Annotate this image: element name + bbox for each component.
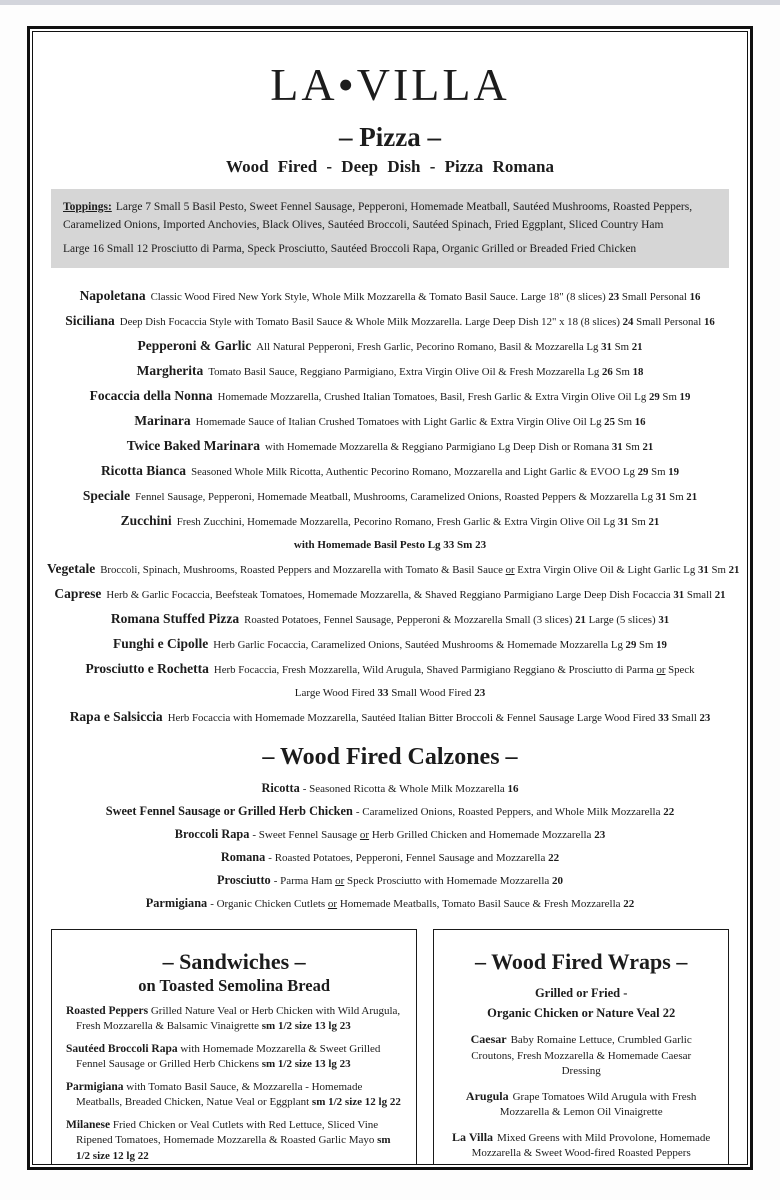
photo-edge-strip <box>0 0 780 5</box>
restaurant-title: LA•VILLA <box>270 59 510 110</box>
toppings-text-1: Large 7 Small 5 Basil Pesto, Sweet Fennel Sausage, Pepperoni, Homemade Meatball, Sautéed Mushrooms, Roasted Peppers, Caramelized Onions, Imported Anchovies, Black Olives, Sautéed Broccoli, Sautéed Spinach, Fried Eggplant, Sliced Country Ham <box>63 200 693 232</box>
menu-inner-frame <box>32 31 748 1165</box>
sandwich-item-parmigiana: Parmigiana with Tomato Basil Sauce, & Mozzarella - Homemade Meatballs, Breaded Chicken, Natue Veal or Eggplant sm 1/2 size 12 lg 22 <box>66 1080 401 1109</box>
calzone-item-prosciutto: Prosciutto - Parma Ham or Speck Prosciutto with Homemade Mozzarella 20 <box>216 873 564 888</box>
pizza-item-funghi-e-cipolle: Funghi e Cipolle Herb Garlic Focaccia, Caramelized Onions, Sautéed Mushrooms & Homemade Mozzarella Lg 29 Sm 19 <box>113 636 667 652</box>
pizza-item-romana-stuffed: Romana Stuffed Pizza Roasted Potatoes, Fennel Sausage, Pepperoni & Mozzarella Small (3 slices) 21 Large (5 slices) 31 <box>110 611 670 627</box>
sandwich-item-milanese: Milanese Fried Chicken or Veal Cutlets with Red Lettuce, Sliced Vine Ripened Tomatoes, Homemade Mozzarella & Roasted Garlic Mayo sm 1/2 size 12 lg 22 <box>66 1118 391 1162</box>
pizza-item-siciliana: Siciliana Deep Dish Focaccia Style with Tomato Basil Sauce & Whole Milk Mozzarella. Large Deep Dish 12" x 18 (8 slices) 24 Small Personal 16 <box>65 313 715 329</box>
pizza-item-marinara: Marinara Homemade Sauce of Italian Crushed Tomatoes with Light Garlic & Extra Virgin Olive Oil Lg 25 Sm 16 <box>134 413 646 429</box>
wraps-header: – Wood Fired Wraps – <box>475 949 688 975</box>
calzone-item-sausage-or-chicken: Sweet Fennel Sausage or Grilled Herb Chicken - Caramelized Onions, Roasted Peppers, and Whole Milk Mozzarella 22 <box>105 804 675 819</box>
wraps-subheader-2: Organic Chicken or Nature Veal 22 <box>487 1006 676 1021</box>
calzone-item-parmigiana: Parmigiana - Organic Chicken Cutlets or Homemade Meatballs, Tomato Basil Sauce & Fresh Mozzarella 22 <box>145 896 635 911</box>
toppings-label: Toppings: <box>63 200 112 213</box>
calzone-item-romana: Romana - Roasted Potatoes, Pepperoni, Fennel Sausage and Mozzarella 22 <box>220 850 560 865</box>
pizza-item-vegetale: Vegetale Broccoli, Spinach, Mushrooms, Roasted Peppers and Mozzarella with Tomato & Basil Sauce or Extra Virgin Olive Oil & Light Garlic Lg 31 Sm 21 <box>47 561 740 577</box>
calzones-list <box>47 777 733 915</box>
pizza-section-header: – Pizza – <box>339 121 441 152</box>
sandwiches-header: – Sandwiches – <box>162 949 306 975</box>
sandwiches-box <box>51 929 417 1165</box>
pizza-item-napoletana: Napoletana Classic Wood Fired New York Style, Whole Milk Mozzarella & Tomato Basil Sauce. Large 18" (8 slices) 23 Small Personal 16 <box>79 288 701 304</box>
pizza-item-zucchini: Zucchini Fresh Zucchini, Homemade Mozzarella, Pecorino Romano, Fresh Garlic & Extra Virgin Olive Oil Lg 31 Sm 21 <box>120 513 660 529</box>
pizza-list <box>47 284 740 730</box>
pizza-item-ricotta-bianca: Ricotta Bianca Seasoned Whole Milk Ricotta, Authentic Pecorino Romano, Mozzarella and Light Garlic & EVOO Lg 29 Sm 19 <box>100 463 680 479</box>
pizza-styles-line: Wood Fired - Deep Dish - Pizza Romana <box>226 156 554 176</box>
wrap-item-caesar: Caesar Baby Romaine Lettuce, Crumbled Garlic Croutons, Fresh Mozzarella & Homemade Caesar Dressing <box>470 1032 692 1078</box>
pizza-item-margherita: Margherita Tomato Basil Sauce, Reggiano Parmigiano, Extra Virgin Olive Oil & Fresh Mozzarella Lg 26 Sm 18 <box>136 363 644 379</box>
toppings-line-1 <box>63 198 717 235</box>
sandwiches-subheader: on Toasted Semolina Bread <box>138 975 331 995</box>
sandwich-item-broccoli-rapa: Sautéed Broccoli Rapa with Homemade Mozzarella & Sweet Grilled Fennel Sausage or Grilled Herb Chickens sm 1/2 size 13 lg 23 <box>66 1042 381 1071</box>
wraps-subheader-1: Grilled or Fried - <box>534 985 628 1000</box>
wrap-item-arugula: Arugula Grape Tomatoes Wild Arugula with Fresh Mozzarella & Lemon Oil Vinaigrette <box>465 1088 697 1119</box>
toppings-box <box>51 189 729 268</box>
toppings-line-2: Large 16 Small 12 Prosciutto di Parma, Speck Prosciutto, Sautéed Broccoli Rapa, Organic Grilled or Breaded Fried Chicken <box>63 242 637 255</box>
pizza-item-speciale: Speciale Fennel Sausage, Pepperoni, Homemade Meatball, Mushrooms, Caramelized Onions, Roasted Peppers & Mozzarella Lg 31 Sm 21 <box>82 488 698 504</box>
pizza-item-focaccia-della-nonna: Focaccia della Nonna Homemade Mozzarella, Crushed Italian Tomatoes, Basil, Fresh Garlic & Extra Virgin Olive Oil Lg 29 Sm 19 <box>89 388 691 404</box>
pizza-item-prosciutto-e-rochetta: Prosciutto e Rochetta Herb Focaccia, Fresh Mozzarella, Wild Arugula, Shaved Parmigiano Reggiano & Prosciutto di Parma or Speck <box>85 661 695 677</box>
pizza-item-rapa-e-salsiccia: Rapa e Salsiccia Herb Focaccia with Homemade Mozzarella, Sautéed Italian Bitter Broccoli & Fennel Sausage Large Wood Fired 33 Small 23 <box>69 709 711 725</box>
menu-outer-frame <box>27 26 753 1170</box>
pizza-item-caprese: Caprese Herb & Garlic Focaccia, Beefsteak Tomatoes, Homemade Mozzarella, & Shaved Reggiano Parmigiano Large Deep Dish Focaccia 31 Small 21 <box>54 586 726 602</box>
calzones-section-header: – Wood Fired Calzones – <box>262 744 518 771</box>
calzone-item-broccoli-rapa: Broccoli Rapa - Sweet Fennel Sausage or Herb Grilled Chicken and Homemade Mozzarella 23 <box>174 827 606 842</box>
pizza-item-zucchini-line2: with Homemade Basil Pesto Lg 33 Sm 23 <box>293 539 487 552</box>
pizza-item-pepperoni-garlic: Pepperoni & Garlic All Natural Pepperoni, Fresh Garlic, Pecorino Romano, Basil & Mozzarella Lg 31 Sm 21 <box>137 338 643 354</box>
bottom-boxes <box>47 929 733 1165</box>
sandwich-item-roasted-peppers: Roasted Peppers Grilled Nature Veal or Herb Chicken with Wild Arugula, Fresh Mozzarella & Balsamic Vinaigrette sm 1/2 size 13 lg 23 <box>66 1004 401 1033</box>
wrap-item-la-villa: La Villa Mixed Greens with Mild Provolone, Homemade Mozzarella & Sweet Wood-fired Roasted Peppers <box>452 1129 711 1160</box>
pizza-item-twice-baked-marinara: Twice Baked Marinara with Homemade Mozzarella & Reggiano Parmigiano Lg Deep Dish or Romana 31 Sm 21 <box>126 438 654 454</box>
pizza-item-prosciutto-e-rochetta-line2: Large Wood Fired 33 Small Wood Fired 23 <box>294 687 486 700</box>
wraps-box <box>433 929 729 1165</box>
calzone-item-ricotta: Ricotta - Seasoned Ricotta & Whole Milk Mozzarella 16 <box>261 781 519 796</box>
